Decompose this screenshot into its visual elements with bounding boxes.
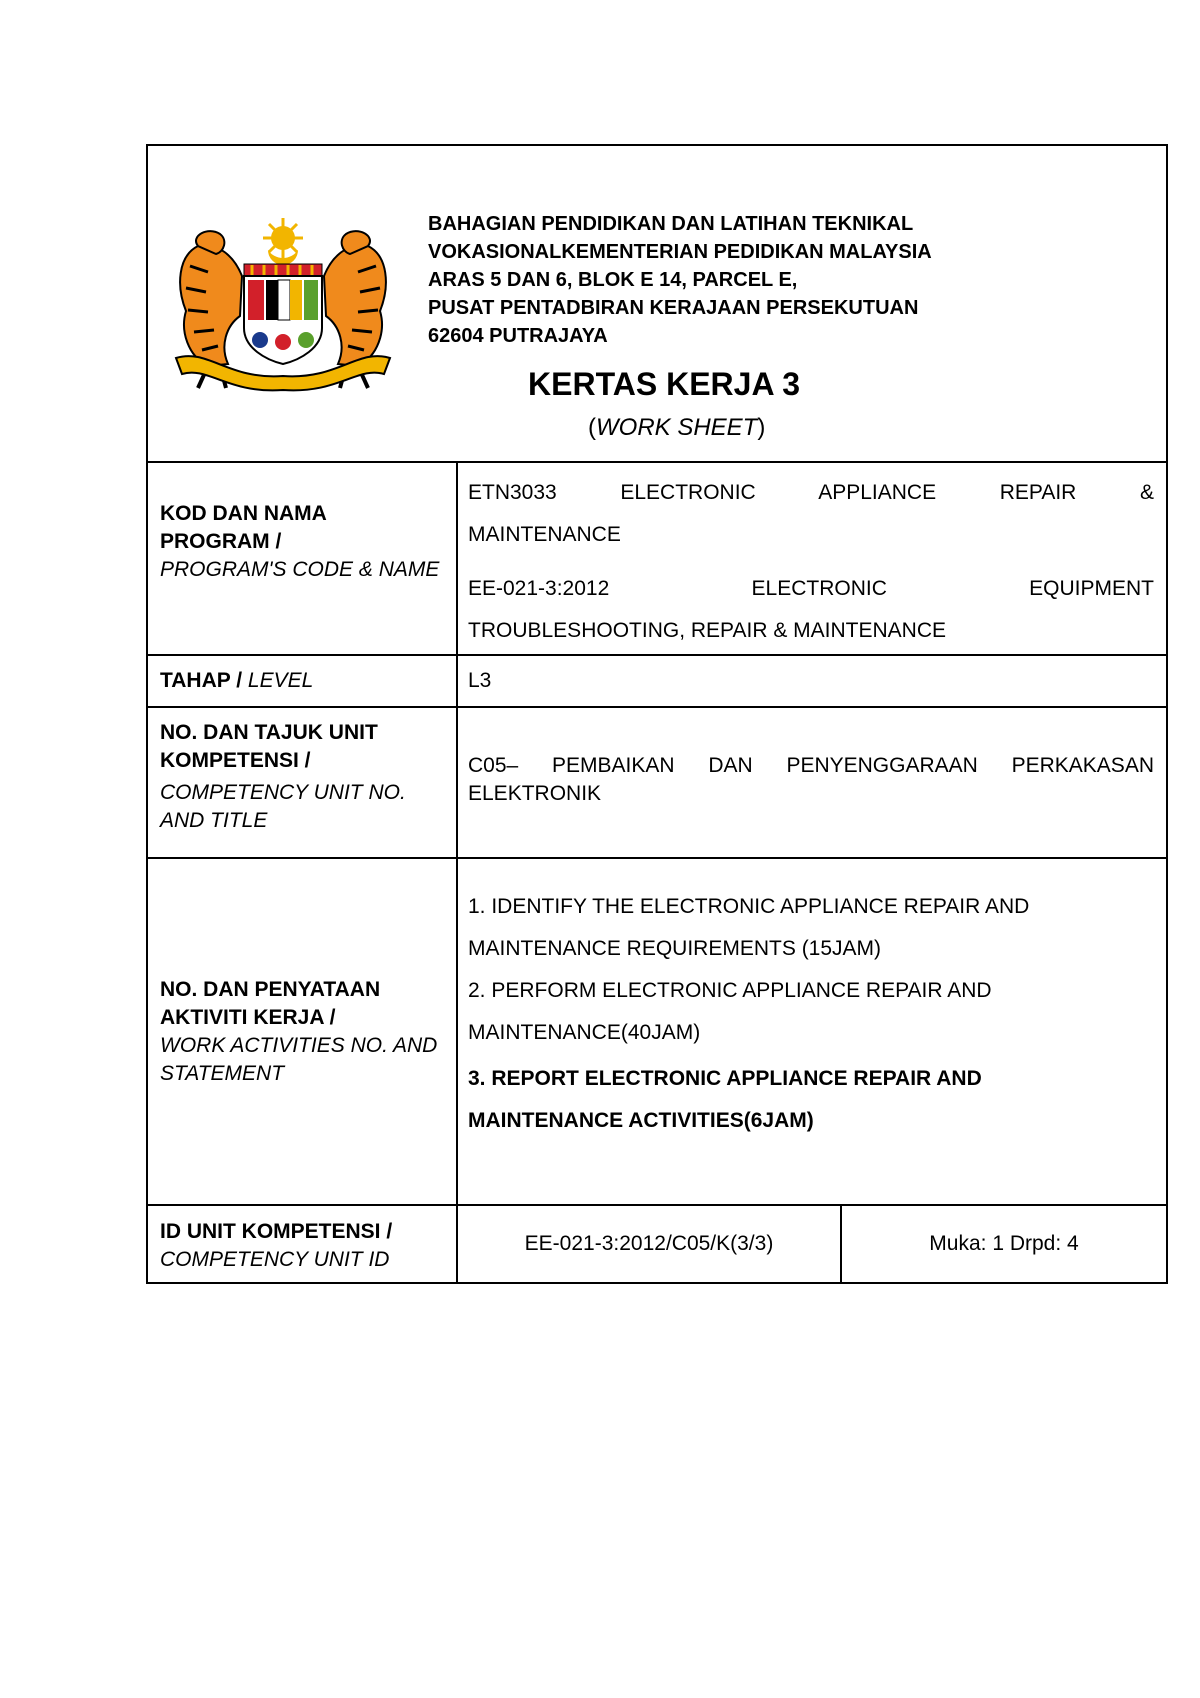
row-divider xyxy=(148,1204,1166,1206)
address-line: 62604 PUTRAJAYA xyxy=(428,325,608,347)
program-value-line: MAINTENANCE xyxy=(468,523,621,546)
page-indicator: Muka: 1 Drpd: 4 xyxy=(929,1232,1079,1255)
activity-line-current: 3. REPORT ELECTRONIC APPLIANCE REPAIR AND xyxy=(468,1067,982,1090)
level-label-bold: TAHAP / xyxy=(160,669,243,692)
address-block xyxy=(428,210,932,350)
activity-line: MAINTENANCE REQUIREMENTS (15JAM) xyxy=(468,937,882,960)
address-line: BAHAGIAN PENDIDIKAN DAN LATIHAN TEKNIKAL xyxy=(428,213,914,235)
activity-line-current: MAINTENANCE ACTIVITIES(6JAM) xyxy=(468,1109,814,1132)
activity-line: 1. IDENTIFY THE ELECTRONIC APPLIANCE REPAIR AND xyxy=(468,895,1030,918)
program-value-line: TROUBLESHOOTING, REPAIR & MAINTENANCE xyxy=(468,619,947,642)
work-sheet-table xyxy=(146,144,1168,1284)
row-divider xyxy=(148,461,1166,463)
program-label xyxy=(160,500,440,584)
row-divider xyxy=(148,654,1166,656)
address-line: ARAS 5 DAN 6, BLOK E 14, PARCEL E, xyxy=(428,269,798,291)
row-divider xyxy=(148,857,1166,859)
column-divider xyxy=(456,461,458,1282)
crest-shield-icon xyxy=(244,264,322,364)
level-label-italic: LEVEL xyxy=(247,669,314,692)
activity-line: 2. PERFORM ELECTRONIC APPLIANCE REPAIR AND xyxy=(468,979,992,1002)
document-title: KERTAS KERJA 3 xyxy=(528,366,801,402)
program-label-italic: PROGRAM'S CODE & NAME xyxy=(160,558,440,581)
federal-star-icon xyxy=(263,218,303,265)
unit-value-line: ELEKTRONIK xyxy=(468,782,602,805)
unit-label xyxy=(160,719,440,835)
program-label-bold: KOD DAN NAMA PROGRAM / xyxy=(160,502,327,553)
program-value-line: ETN3033 ELECTRONIC APPLIANCE REPAIR & xyxy=(468,481,1154,504)
malaysia-coat-of-arms-icon xyxy=(168,216,398,396)
unit-id-label-bold: ID UNIT KOMPETENSI / xyxy=(160,1220,393,1243)
activities-label xyxy=(160,976,440,1088)
address-line: VOKASIONALKEMENTERIAN PEDIDIKAN MALAYSIA xyxy=(428,241,932,263)
row-divider xyxy=(148,706,1166,708)
program-value xyxy=(468,472,1154,652)
unit-label-italic: COMPETENCY UNIT NO. AND TITLE xyxy=(160,781,406,832)
activities-label-bold: NO. DAN PENYATAAN AKTIVITI KERJA / xyxy=(160,978,381,1029)
activity-line: MAINTENANCE(40JAM) xyxy=(468,1021,701,1044)
unit-id-label xyxy=(160,1218,440,1274)
subtitle-open: ( xyxy=(588,414,596,441)
address-line: PUSAT PENTADBIRAN KERAJAAN PERSEKUTUAN xyxy=(428,297,919,319)
activities-label-italic: WORK ACTIVITIES NO. AND STATEMENT xyxy=(160,1034,438,1085)
level-label xyxy=(160,667,440,695)
activities-value xyxy=(468,886,1154,1142)
unit-value xyxy=(468,752,1154,808)
subtitle-text: WORK SHEET xyxy=(596,414,758,441)
subtitle-close: ) xyxy=(757,414,766,441)
document-subtitle xyxy=(588,414,765,442)
program-value-line: EE-021-3:2012 ELECTRONIC EQUIPMENT xyxy=(468,577,1154,600)
unit-id-value: EE-021-3:2012/C05/K(3/3) xyxy=(524,1232,774,1255)
unit-id-label-italic: COMPETENCY UNIT ID xyxy=(160,1248,390,1271)
unit-label-bold: NO. DAN TAJUK UNIT KOMPETENSI / xyxy=(160,721,378,772)
unit-value-line: C05– PEMBAIKAN DAN PENYENGGARAAN PERKAKASAN xyxy=(468,754,1154,777)
level-value: L3 xyxy=(468,669,492,692)
